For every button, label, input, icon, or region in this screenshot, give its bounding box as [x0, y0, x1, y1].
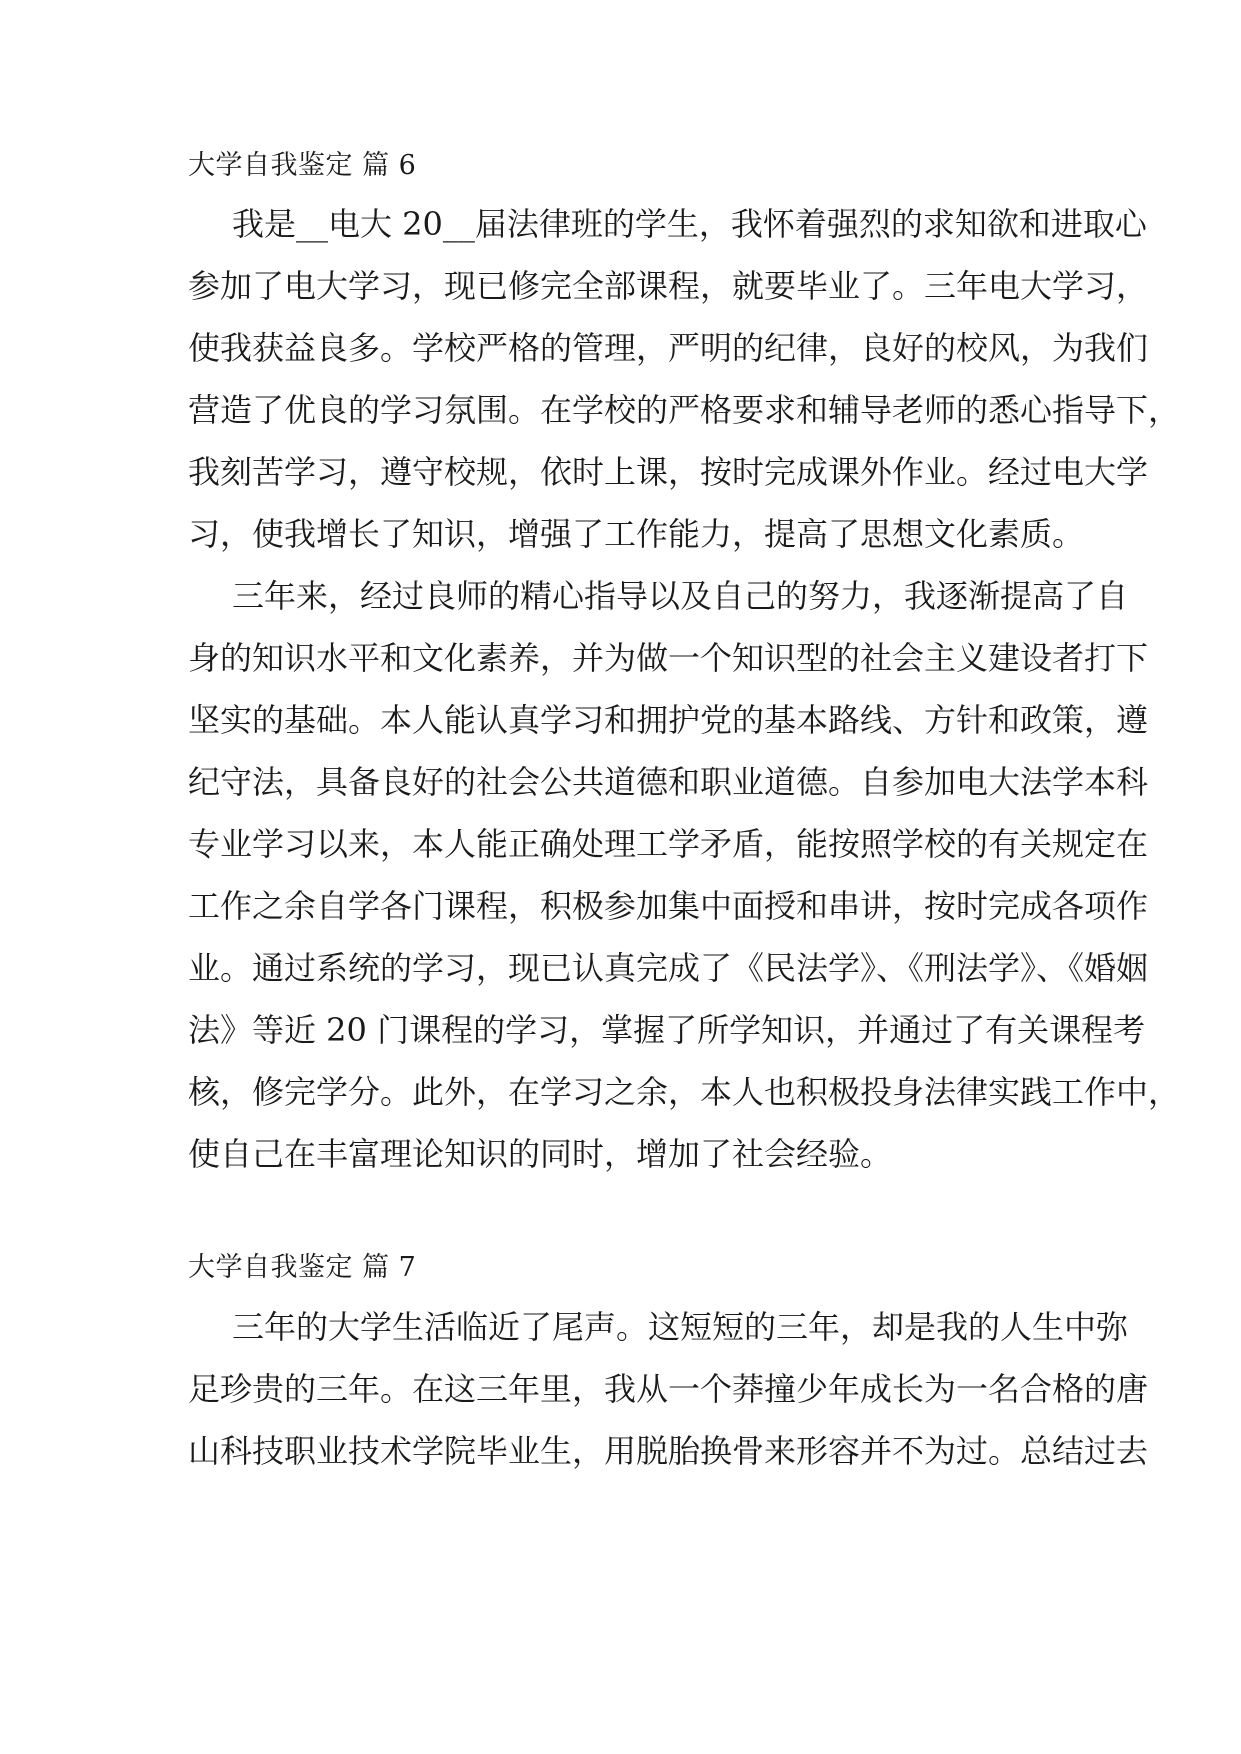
paragraph-line: 工作之余自学各门课程，积极参加集中面授和串讲，按时完成各项作 [188, 887, 1149, 925]
paragraph-line: 我刻苦学习，遵守校规，依时上课，按时完成课外作业。经过电大学 [188, 453, 1149, 491]
paragraph-line: 使自己在丰富理论知识的同时，增加了社会经验。 [188, 1135, 893, 1173]
paragraph-line: 习，使我增长了知识，增强了工作能力，提高了思想文化素质。 [188, 515, 1085, 553]
paragraph-line: 法》等近 20 门课程的学习，掌握了所学知识，并通过了有关课程考 [188, 1011, 1146, 1049]
paragraph-line: 专业学习以来，本人能正确处理工学矛盾，能按照学校的有关规定在 [188, 825, 1149, 863]
paragraph-line: 纪守法，具备良好的社会公共道德和职业道德。自参加电大法学本科 [188, 763, 1149, 801]
section-heading-7: 大学自我鉴定 篇 7 [188, 1252, 417, 1283]
paragraph-line: 使我获益良多。学校严格的管理，严明的纪律，良好的校风，为我们 [188, 329, 1149, 367]
paragraph-line: 坚实的基础。本人能认真学习和拥护党的基本路线、方针和政策，遵 [188, 701, 1149, 739]
paragraph-line: 营造了优良的学习氛围。在学校的严格要求和辅导老师的悉心指导下， [188, 391, 1181, 429]
paragraph-line: 我是__电大 20__届法律班的学生，我怀着强烈的求知欲和进取心 [232, 205, 1147, 243]
paragraph-line: 三年的大学生活临近了尾声。这短短的三年，却是我的人生中弥 [232, 1308, 1129, 1346]
paragraph-line: 身的知识水平和文化素养，并为做一个知识型的社会主义建设者打下 [188, 639, 1149, 677]
paragraph-line: 业。通过系统的学习，现已认真完成了《民法学》、《刑法学》、《婚姻 [188, 949, 1149, 987]
paragraph-line: 足珍贵的三年。在这三年里，我从一个莽撞少年成长为一名合格的唐 [188, 1370, 1149, 1408]
section-heading-6: 大学自我鉴定 篇 6 [188, 150, 417, 181]
paragraph-line: 三年来，经过良师的精心指导以及自己的努力，我逐渐提高了自 [232, 577, 1129, 615]
paragraph-line: 山科技职业技术学院毕业生，用脱胎换骨来形容并不为过。总结过去 [188, 1432, 1149, 1470]
paragraph-line: 参加了电大学习，现已修完全部课程，就要毕业了。三年电大学习， [188, 267, 1149, 305]
paragraph-line: 核，修完学分。此外，在学习之余，本人也积极投身法律实践工作中， [188, 1073, 1181, 1111]
